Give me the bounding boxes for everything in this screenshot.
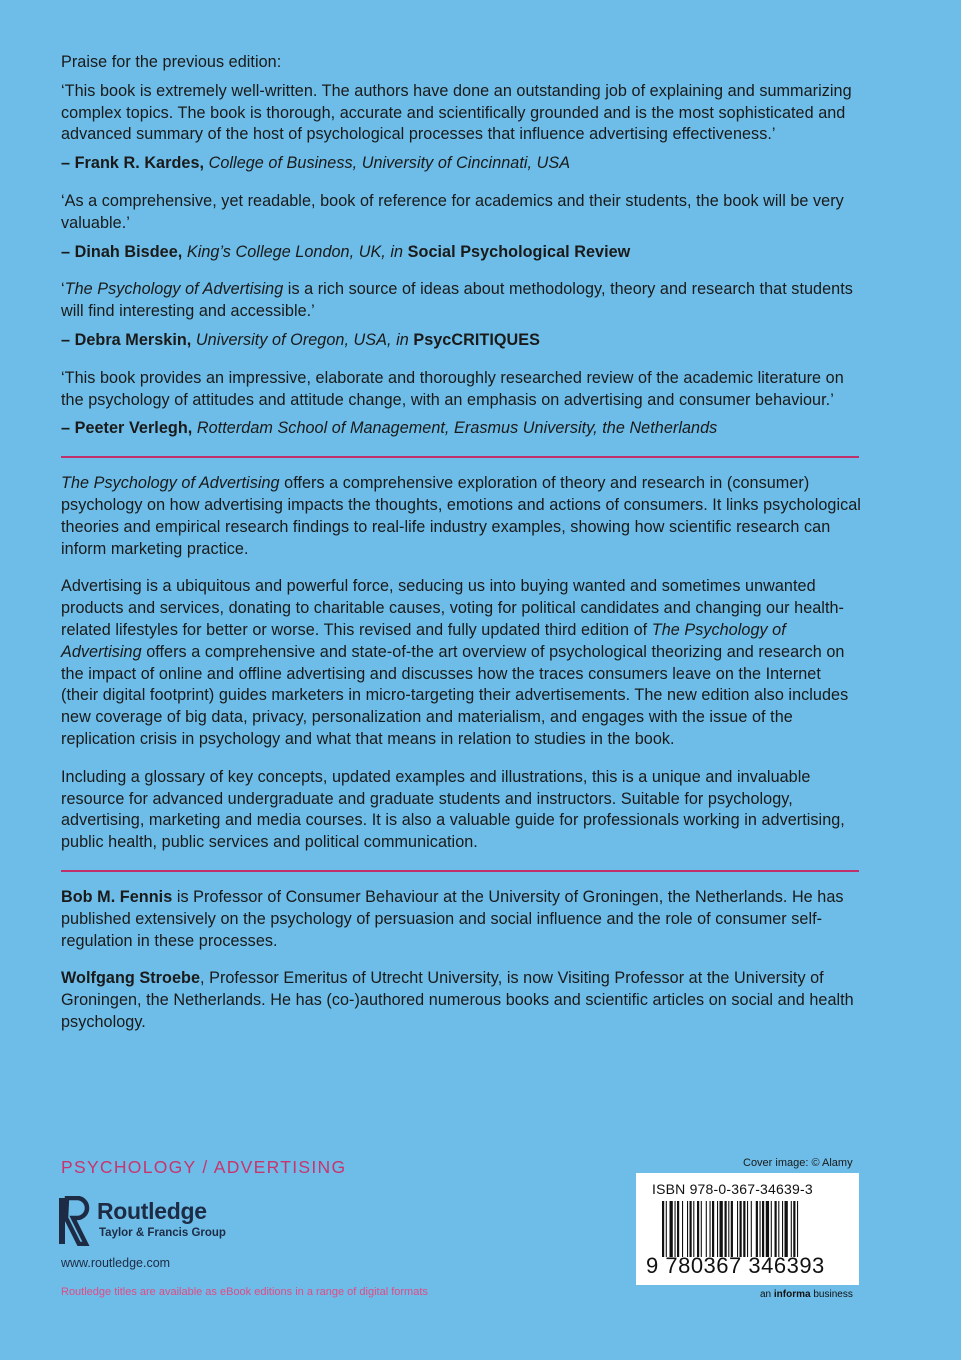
author-name: Bob M. Fennis bbox=[61, 887, 173, 906]
description-paragraph-2 bbox=[61, 576, 861, 750]
isbn-label: ISBN 978-0-367-34639-3 bbox=[652, 1181, 813, 1197]
reviewer-affiliation: University of Oregon, USA, in bbox=[195, 330, 409, 349]
reviewer-name: – Frank R. Kardes, bbox=[61, 154, 205, 173]
barcode-number: 9 780367 346393 bbox=[646, 1253, 825, 1278]
attribution-1 bbox=[61, 153, 861, 175]
routledge-r-icon bbox=[59, 1196, 93, 1246]
description-paragraph-3: Including a glossary of key concepts, updated examples and illustrations, this is a unique and invaluable resource for advanced undergraduate and graduate students and instructors. Suitable for psychology, advertising, marketing and media courses. It is also a valuable guide for professionals working in advertising, public health, public services and political communication. bbox=[61, 767, 845, 852]
reviewer-affiliation: King’s College London, UK, in bbox=[186, 242, 404, 261]
back-cover-text bbox=[61, 52, 861, 1050]
paragraph-text: offers a comprehensive and state-of-the art overview of psychological theorizing and research on the impact of online and offline advertising and discusses how the traces consumers leave on the Internet (their digital footprint) guides marketers in micro-targeting their advertisements. The new edition also includes new coverage of big data, privacy, personalization and materialism, and engages with the issue of the replication crisis in psychology and what that means in relation to studies in the book. bbox=[61, 642, 849, 748]
cover-credit: Cover image: © Alamy bbox=[743, 1157, 853, 1169]
quote-text: is a rich source of ideas about methodology, theory and research that students will find interesting and accessible.’ bbox=[61, 280, 853, 321]
book-title: The Psychology of Advertising bbox=[61, 474, 280, 493]
attribution-4 bbox=[61, 418, 861, 440]
barcode-panel bbox=[636, 1173, 859, 1285]
reviewer-affiliation: Rotterdam School of Management, Erasmus University, the Netherlands bbox=[196, 419, 718, 438]
attribution-3 bbox=[61, 330, 861, 352]
reviewer-name: – Dinah Bisdee, bbox=[61, 242, 183, 261]
quote-1: ‘This book is extremely well-written. The authors have done an outstanding job of explaining and summarizing complex topics. The book is thorough, accurate and scientifically grounded and is the most sophisticated and advanced summary of the host of psychological processes that influence advertising effectiveness.’ bbox=[61, 81, 852, 144]
author-name: Wolfgang Stroebe bbox=[61, 969, 200, 988]
description-paragraph-1 bbox=[61, 473, 861, 560]
subject-category: PSYCHOLOGY / ADVERTISING bbox=[61, 1157, 347, 1177]
publisher-logo[interactable] bbox=[59, 1196, 259, 1246]
author-bio-1 bbox=[61, 887, 861, 952]
quote-4: ‘This book provides an impressive, elaborate and thoroughly researched review of the academic literature on the psychology of attitudes and attitude change, with an emphasis on advertising and consumer behaviour.’ bbox=[61, 368, 844, 409]
reviewer-name: – Debra Merskin, bbox=[61, 330, 192, 349]
author-bio-text: , Professor Emeritus of Utrecht University, is now Visiting Professor at the University of Groningen, the Netherlands. He has (co-)authored numerous books and scientific articles on social and health psychology. bbox=[61, 969, 854, 1031]
paragraph-text: offers a comprehensive exploration of theory and research in (consumer) psychology on how advertising impacts the thoughts, emotions and actions of consumers. It links psychological theories and empirical research findings to real-life industry examples, showing how scientific research can inform marketing practice. bbox=[61, 474, 861, 558]
review-source: Social Psychological Review bbox=[407, 242, 631, 261]
book-title: The Psychology of Advertising bbox=[64, 280, 284, 299]
informa-brand: informa bbox=[773, 1289, 811, 1300]
reviewer-name: – Peeter Verlegh, bbox=[61, 419, 193, 438]
quote-2: ‘As a comprehensive, yet readable, book of reference for academics and their students, the book will be very valuable.’ bbox=[61, 191, 844, 232]
reviewer-affiliation: College of Business, University of Cincinnati, USA bbox=[208, 154, 571, 173]
praise-heading: Praise for the previous edition: bbox=[61, 53, 282, 71]
divider bbox=[61, 870, 859, 872]
attribution-2 bbox=[61, 242, 861, 264]
publisher-name: Routledge bbox=[97, 1198, 207, 1224]
review-source: PsycCRITIQUES bbox=[413, 330, 540, 349]
author-bio-text: is Professor of Consumer Behaviour at the University of Groningen, the Netherlands. He has published extensively on the psychology of persuasion and social influence and the role of consumer self-regulation in these processes. bbox=[61, 887, 844, 950]
author-bio-2 bbox=[61, 968, 861, 1033]
book-title: The Psychology of Advertising bbox=[61, 620, 786, 661]
informa-prefix: an bbox=[760, 1289, 774, 1300]
informa-note bbox=[760, 1289, 853, 1300]
paragraph-text: Advertising is a ubiquitous and powerful force, seducing us into buying wanted and sometimes unwanted products and services, donating to charitable causes, voting for political candidates and changing our health-related lifestyles for better or worse. This revised and fully updated third edition of bbox=[61, 577, 844, 639]
divider bbox=[61, 456, 859, 458]
publisher-group: Taylor & Francis Group bbox=[99, 1227, 226, 1239]
ebook-note: Routledge titles are available as eBook editions in a range of digital formats bbox=[61, 1286, 428, 1298]
barcode-icon bbox=[662, 1201, 842, 1257]
quote-3: ‘The Psychology of Advertising is a rich source of ideas about methodology, theory and research that students will find interesting and accessible.’ bbox=[61, 280, 853, 321]
informa-suffix: business bbox=[810, 1289, 853, 1300]
publisher-website[interactable]: www.routledge.com bbox=[61, 1256, 171, 1270]
